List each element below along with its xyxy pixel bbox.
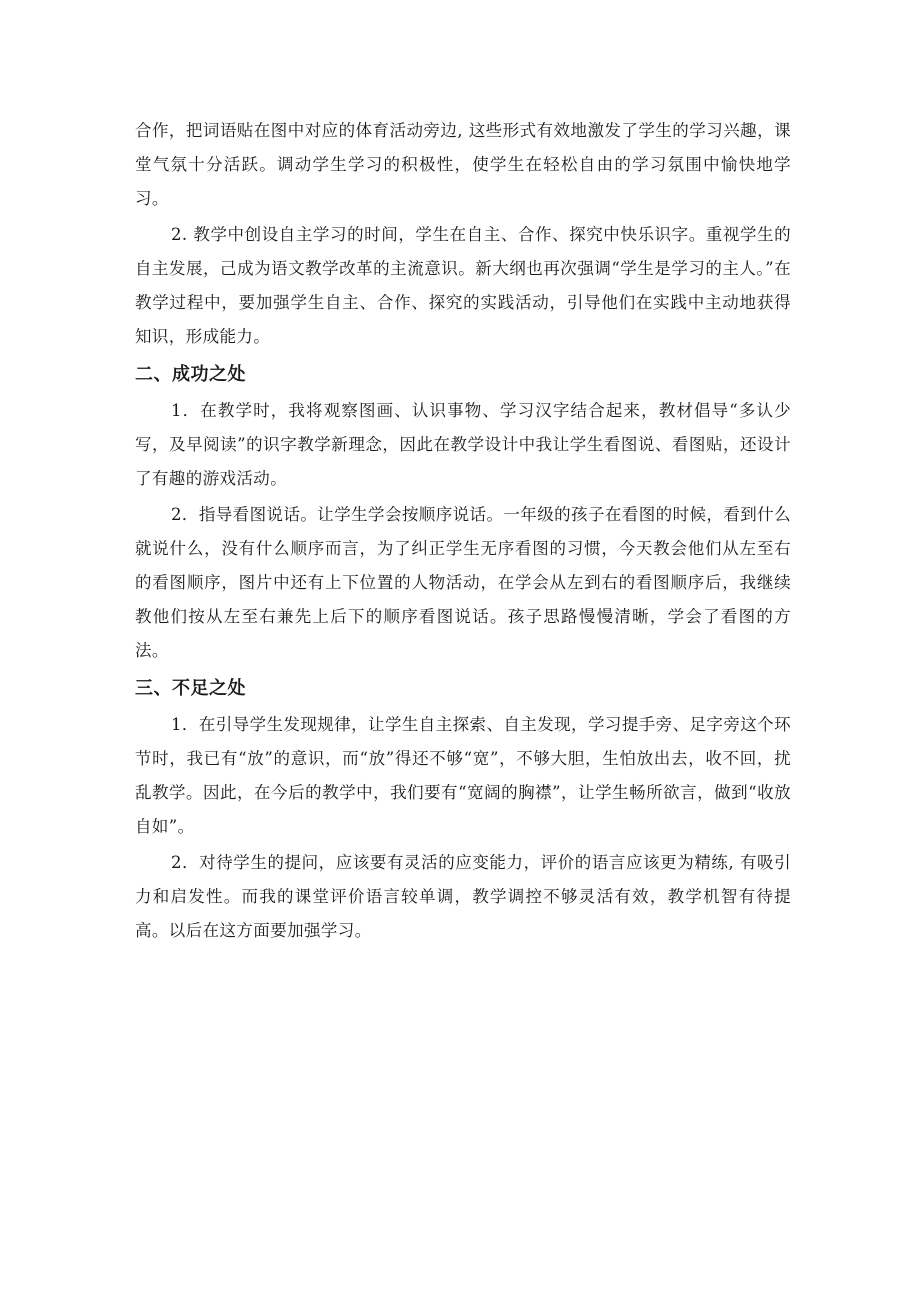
paragraph-shortcomings-point-1: 1．在引导学生发现规律，让学生自主探索、自主发现，学习提手旁、足字旁这个环节时，我已有“放”的意识，而“放”得还不够“宽”，不够大胆，生怕放出去，收不回，扰乱教学。因此，在今后的教学中，我们要有“宽阔的胸襟”，让学生畅所欲言，做到“收放自如”。 (135, 715, 791, 836)
paragraph-shortcomings-point-2: 2．对待学生的提问，应该要有灵活的应变能力，评价的语言应该更为精练, 有吸引力和启发性。而我的课堂评价语言较单调，教学调控不够灵活有效，教学机智有待提高。以后在这方面要加强学习。 (135, 853, 791, 940)
paragraph-intro-continuation: 合作，把词语贴在图中对应的体育活动旁边, 这些形式有效地激发了学生的学习兴趣，课堂气氛十分活跃。调动学生学习的积极性，使学生在轻松自由的学习氛围中愉快地学习。 (135, 121, 791, 208)
document-page (135, 114, 791, 948)
section-heading-success: 二、成功之处 (135, 364, 246, 385)
section-heading-shortcomings: 三、不足之处 (135, 678, 246, 699)
paragraph-success-point-2: 2．指导看图说话。让学生学会按顺序说话。一年级的孩子在看图的时候，看到什么就说什么，没有什么顺序而言，为了纠正学生无序看图的习惯，今天教会他们从左至右的看图顺序，图片中还有上下位置的人物活动，在学会从左到右的看图顺序后，我继续教他们按从左至右兼先上后下的顺序看图说话。孩子思路慢慢清晰，学会了看图的方法。 (135, 505, 791, 660)
paragraph-intro-point-2: 2. 教学中创设自主学习的时间，学生在自主、合作、探究中快乐识字。重视学生的自主发展，己成为语文教学改革的主流意识。新大纲也再次强调“学生是学习的主人。”在教学过程中，要加强学生自主、合作、探究的实践活动，引导他们在实践中主动地获得知识，形成能力。 (135, 225, 791, 346)
paragraph-success-point-1: 1．在教学时，我将观察图画、认识事物、学习汉字结合起来，教材倡导“多认少写，及早阅读”的识字教学新理念，因此在教学设计中我让学生看图说、看图贴，还设计了有趣的游戏活动。 (135, 401, 791, 488)
